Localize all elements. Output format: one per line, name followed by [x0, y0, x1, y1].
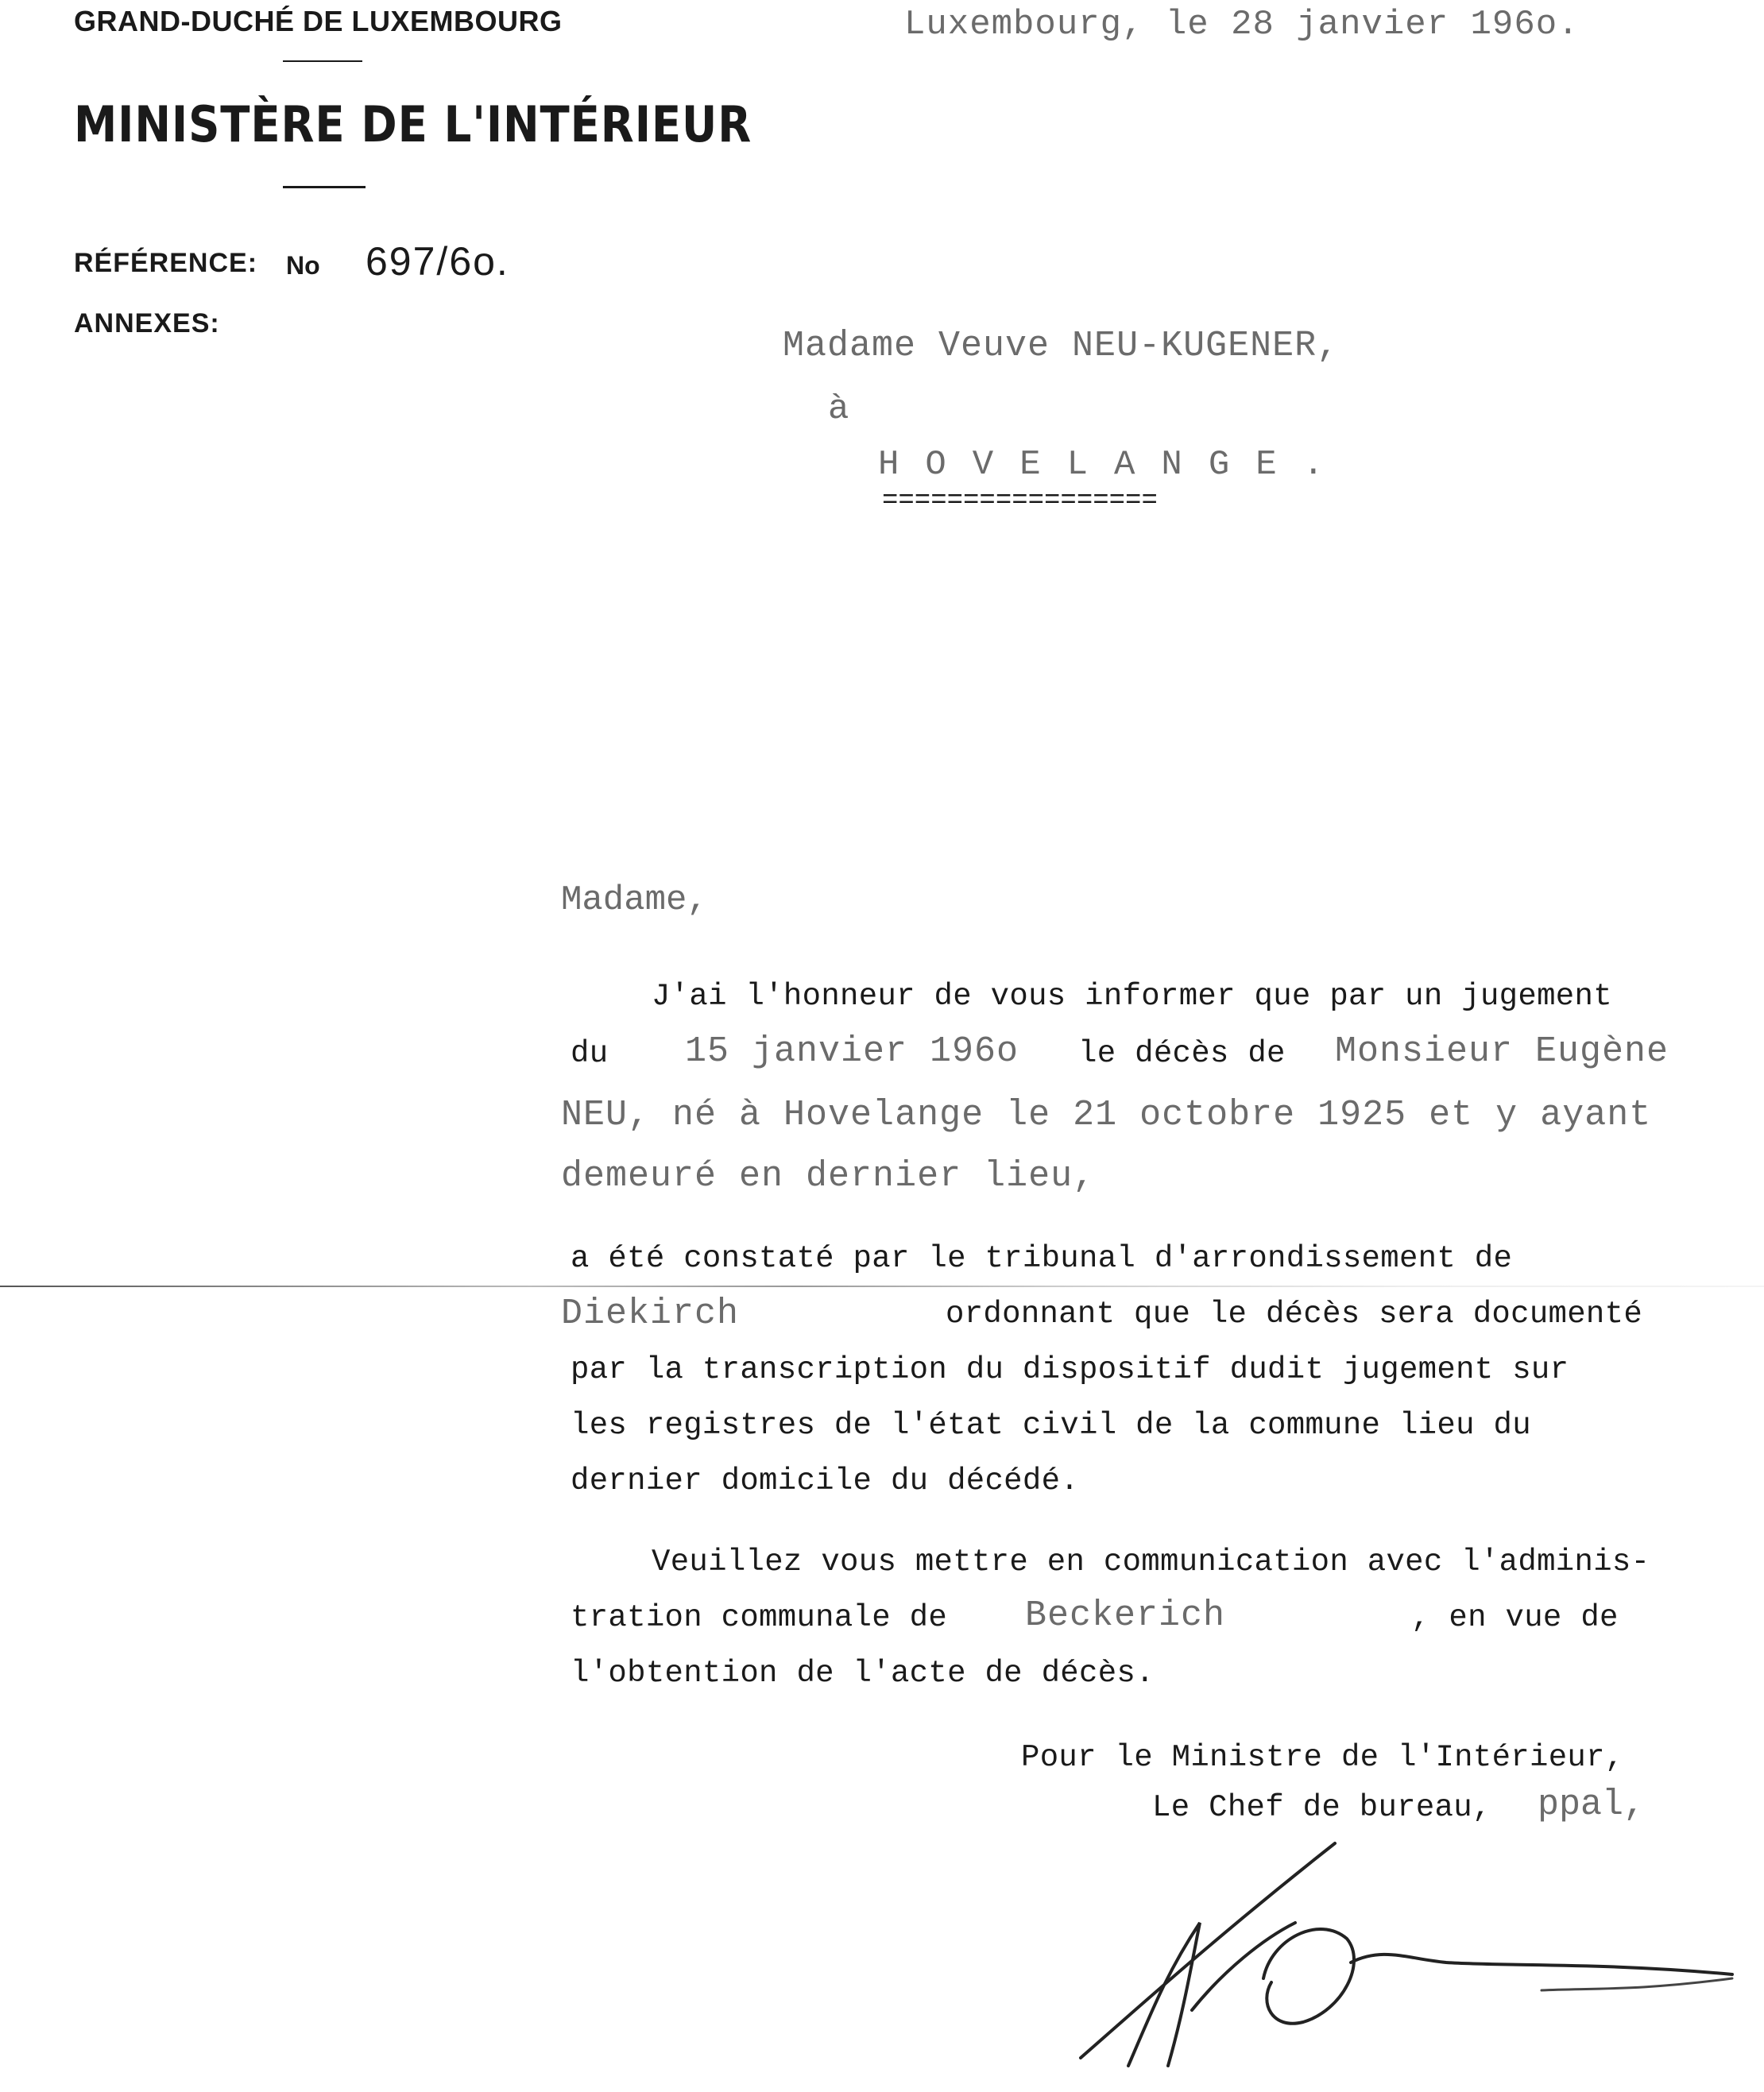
- handwritten-signature: [1033, 1812, 1748, 2082]
- annexes-label: ANNEXES:: [74, 308, 220, 338]
- paragraph-3-line-2b: , en vue de: [1411, 1600, 1619, 1635]
- court-name: Diekirch: [561, 1293, 740, 1334]
- signature-stroke-2: [1128, 1923, 1200, 2066]
- judgement-date: 15 janvier 196o: [685, 1031, 1019, 1072]
- paragraph-2-line-2: ordonnant que le décès sera documenté: [946, 1297, 1643, 1332]
- paragraph-3-line-1: Veuillez vous mettre en communication avec l'adminis-: [652, 1545, 1650, 1580]
- paragraph-1-le-deces: le décès de: [1078, 1036, 1286, 1071]
- closing-line-1: Pour le Ministre de l'Intérieur,: [1021, 1740, 1624, 1775]
- ministry-title: MINISTÈRE DE L'INTÉRIEUR: [74, 95, 752, 153]
- paragraph-1-line-1: J'ai l'honneur de vous informer que par un jugement: [652, 979, 1612, 1014]
- signature-stroke-3: [1192, 1923, 1295, 2010]
- country-header: GRAND-DUCHÉ DE LUXEMBOURG: [74, 5, 563, 37]
- deceased-residence: demeuré en dernier lieu,: [561, 1156, 1096, 1197]
- recipient-preposition: à: [828, 389, 849, 429]
- deceased-details: NEU, né à Hovelange le 21 octobre 1925 et y ayant: [561, 1095, 1652, 1135]
- signature-stroke-6: [1542, 1978, 1732, 1990]
- deceased-title: Monsieur Eugène: [1335, 1031, 1669, 1072]
- signature-stroke-4: [1263, 1929, 1354, 2024]
- reference-number-label: No: [286, 251, 320, 280]
- paragraph-2-line-3: par la transcription du dispositif dudit jugement sur: [571, 1352, 1569, 1387]
- reference-value: 697/6o.: [366, 239, 509, 284]
- paper-fold-line: [0, 1286, 1764, 1287]
- signature-stroke-5: [1351, 1955, 1732, 1974]
- header-rule-short: [283, 60, 362, 62]
- town-underline: =================: [882, 486, 1158, 516]
- recipient-name: Madame Veuve NEU-KUGENER,: [783, 326, 1340, 366]
- paragraph-2-line-5: dernier domicile du décédé.: [571, 1464, 1080, 1498]
- paragraph-3-line-2a: tration communale de: [571, 1600, 948, 1635]
- paragraph-3-line-3: l'obtention de l'acte de décès.: [571, 1656, 1155, 1691]
- reference-label: RÉFÉRENCE:: [74, 248, 258, 278]
- date-line: Luxembourg, le 28 janvier 196o.: [904, 5, 1580, 44]
- recipient-town: HOVELANGE.: [878, 445, 1351, 485]
- salutation: Madame,: [561, 880, 708, 920]
- closing-line-2: Le Chef de bureau,: [1152, 1790, 1491, 1825]
- paragraph-2-line-4: les registres de l'état civil de la commune lieu du: [571, 1408, 1531, 1443]
- commune-name: Beckerich: [1025, 1595, 1226, 1636]
- paragraph-1-du: du: [571, 1036, 609, 1071]
- header-rule: [283, 186, 366, 188]
- closing-ppal: ppal,: [1538, 1785, 1646, 1825]
- signature-stroke-1: [1081, 1843, 1335, 2058]
- paragraph-2-line-1: a été constaté par le tribunal d'arrondissement de: [571, 1241, 1513, 1276]
